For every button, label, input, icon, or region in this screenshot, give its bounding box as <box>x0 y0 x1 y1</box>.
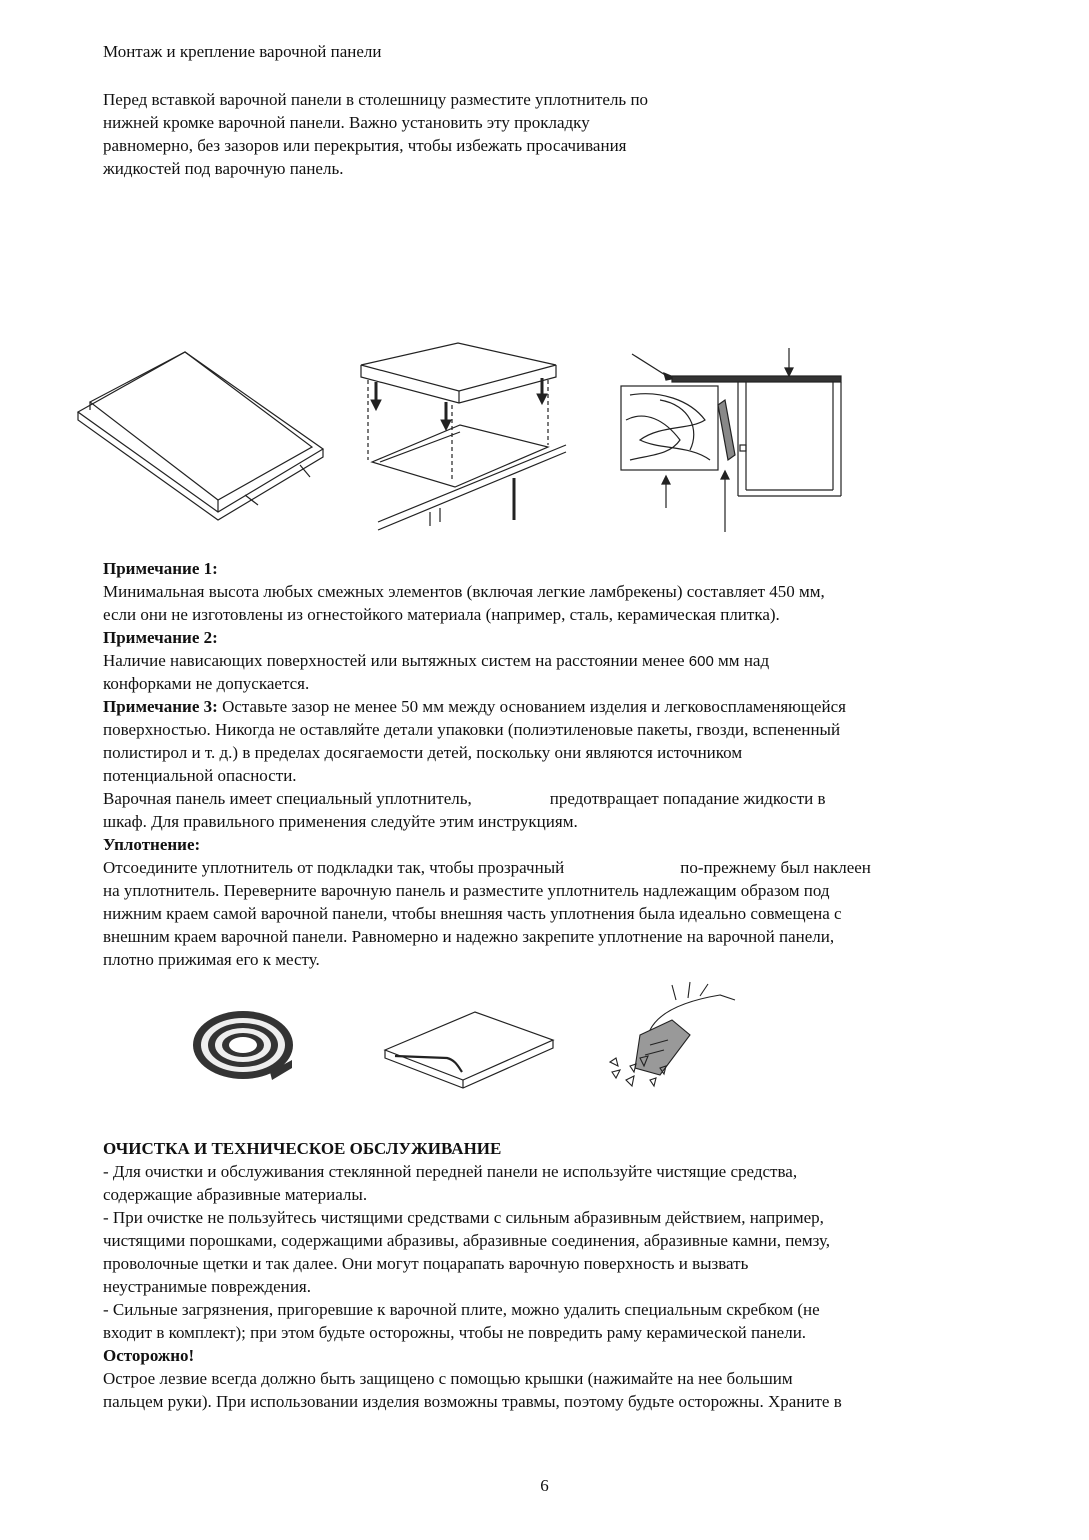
page-number: 6 <box>540 1476 549 1495</box>
seal-intro-text-a: Варочная панель имеет специальный уплотнитель, <box>103 789 472 808</box>
note2-text-a: Наличие нависающих поверхностей или вытяжных систем на расстоянии менее <box>103 651 689 670</box>
caution-heading: Осторожно! <box>103 1346 195 1365</box>
seal-heading: Уплотнение: <box>103 835 201 854</box>
note2-distance-value: 600 <box>688 653 714 670</box>
caution-line: пальцем руки). При использовании изделия возможны травмы, поэтому будьте осторожны. Храните в <box>103 1392 842 1411</box>
notes-section <box>103 557 871 971</box>
intro-line: Перед вставкой варочной панели в столешницу разместите уплотнитель по <box>103 90 649 109</box>
note1-line: если они не изготовлены из огнестойкого материала (например, сталь, керамическая плитка). <box>103 605 780 624</box>
note2-line: конфорками не допускается. <box>103 674 310 693</box>
note3-line: полистирол и т. д.) в пределах досягаемости детей, поскольку они являются источником <box>103 743 743 762</box>
note1-heading: Примечание 1: <box>103 559 218 578</box>
note3-line: поверхностью. Никогда не оставляйте детали упаковки (полиэтиленовые пакеты, гвозди, вспененный <box>103 720 841 739</box>
note1-line: Минимальная высота любых смежных элементов (включая легкие ламбрекены) составляет 450 мм, <box>103 582 825 601</box>
seal-text-b: по-прежнему был наклеен <box>680 858 871 877</box>
section-title: Монтаж и крепление варочной панели <box>103 42 382 61</box>
intro-paragraph <box>103 88 648 180</box>
cleaning-line: проволочные щетки и так далее. Они могут поцарапать варочную поверхность и вызвать <box>103 1254 749 1273</box>
cleaning-line: - Сильные загрязнения, пригоревшие к варочной плите, можно удалить специальным скребком (не <box>103 1300 820 1319</box>
cleaning-line: неустранимые повреждения. <box>103 1277 311 1296</box>
seal-line: внешним краем варочной панели. Равномерно и надежно закрепите уплотнение на варочной панели, <box>103 927 835 946</box>
cleaning-line: входит в комплект); при этом будьте осторожны, чтобы не повредить раму керамической панели. <box>103 1323 807 1342</box>
caution-line: Острое лезвие всегда должно быть защищено с помощью крышки (нажимайте на нее большим <box>103 1369 793 1388</box>
cleaning-heading: ОЧИСТКА И ТЕХНИЧЕСКОЕ ОБСЛУЖИВАНИЕ <box>103 1139 502 1158</box>
note2-text-b: мм над <box>713 651 770 670</box>
seal-intro-line <box>103 787 871 810</box>
cleaning-line: - Для очистки и обслуживания стеклянной передней панели не используйте чистящие средства, <box>103 1162 798 1181</box>
note3-text: Оставьте зазор не менее 50 мм между основанием изделия и легковоспламеняющейся <box>217 697 846 716</box>
seal-roll-illustration <box>193 1011 293 1080</box>
seal-cross-section-illustration <box>621 348 841 532</box>
note3-line: потенциальной опасности. <box>103 766 297 785</box>
note3-heading: Примечание 3: <box>103 697 218 716</box>
intro-line: равномерно, без зазоров или перекрытия, чтобы избежать просачивания <box>103 136 627 155</box>
note2-line <box>103 649 871 672</box>
intro-line: жидкостей под варочную панель. <box>103 159 344 178</box>
cleaning-line: чистящими порошками, содержащими абразивы, абразивные соединения, абразивные камни, пемзу, <box>103 1231 831 1250</box>
hob-insertion-illustration <box>361 343 566 530</box>
seal-text-a: Отсоедините уплотнитель от подкладки так, чтобы прозрачный <box>103 858 565 877</box>
seal-line <box>103 856 871 879</box>
note2-heading: Примечание 2: <box>103 628 218 647</box>
intro-line: нижней кромке варочной панели. Важно установить эту прокладку <box>103 113 590 132</box>
scraper-illustration <box>610 982 735 1086</box>
cleaning-line: - При очистке не пользуйтесь чистящими средствами с сильным абразивным действием, например, <box>103 1208 824 1227</box>
cleaning-line: содержащие абразивные материалы. <box>103 1185 368 1204</box>
insertion-arrows <box>371 378 547 430</box>
hob-with-seal-illustration <box>385 1012 553 1088</box>
seal-intro-line: шкаф. Для правильного применения следуйте этим инструкциям. <box>103 812 578 831</box>
seal-line: плотно прижимая его к месту. <box>103 950 320 969</box>
seal-line: нижним краем самой варочной панели, чтобы внешняя часть уплотнения была идеально совмещена с <box>103 904 842 923</box>
hob-underside-illustration <box>78 352 323 520</box>
seal-line: на уплотнитель. Переверните варочную панель и разместите уплотнитель надлежащим образом под <box>103 881 830 900</box>
cleaning-section <box>103 1137 842 1413</box>
seal-intro-text-b: предотвращает попадание жидкости в <box>549 789 826 808</box>
